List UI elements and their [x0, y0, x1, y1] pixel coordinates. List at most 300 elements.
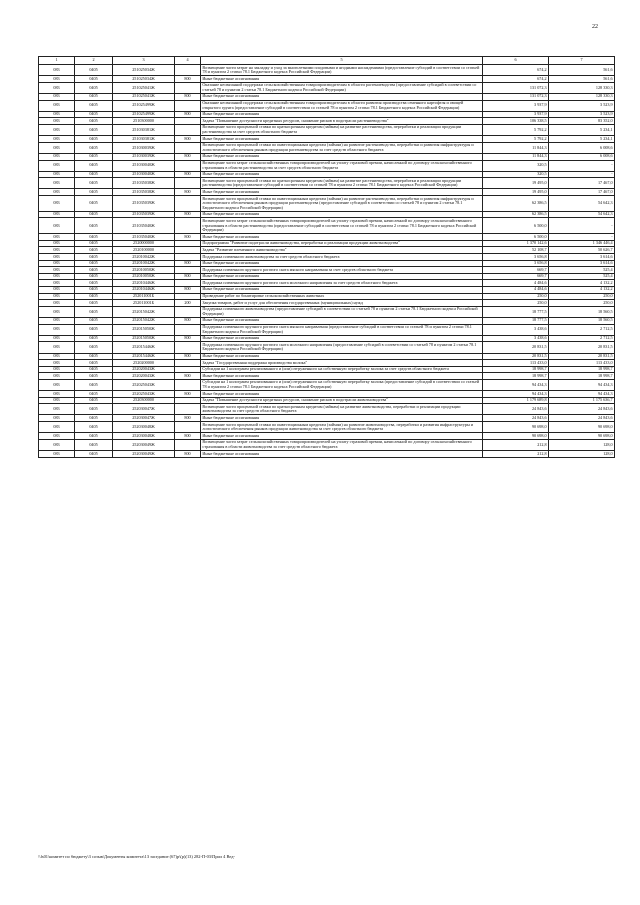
expense-type-cell: [175, 124, 201, 135]
amount-2023-cell: 20 831,5: [483, 353, 549, 360]
admin-code-cell: 083: [39, 211, 75, 218]
admin-code-cell: 083: [39, 280, 75, 287]
target-code-cell: 251030040Ж: [113, 160, 175, 171]
table-row: [39, 178, 615, 189]
target-code-cell: 251035039Ж: [113, 211, 175, 218]
section-code-cell: 0405: [75, 76, 113, 83]
section-code-cell: 0405: [75, 342, 113, 353]
description-cell: Иные бюджетные ассигнования: [201, 171, 483, 178]
table-row: [39, 373, 615, 380]
target-code-cell: 251030381Ж: [113, 124, 175, 135]
admin-code-cell: 083: [39, 100, 75, 111]
target-code-cell: 251030039Ж: [113, 142, 175, 153]
expense-type-cell: [175, 160, 201, 171]
description-cell: Иные бюджетные ассигнования: [201, 317, 483, 324]
column-header: 5: [201, 57, 483, 65]
amount-2023-cell: 18 998,7: [483, 366, 549, 373]
target-code-cell: 251025034Ж: [113, 65, 175, 76]
expense-type-cell: 800: [175, 415, 201, 422]
expense-type-cell: [175, 366, 201, 373]
target-code-cell: 251035038Ж: [113, 189, 175, 196]
expense-type-cell: 800: [175, 76, 201, 83]
expense-type-cell: 800: [175, 391, 201, 398]
description-cell: Иные бюджетные ассигнования: [201, 335, 483, 342]
expense-type-cell: [175, 306, 201, 317]
amount-2023-cell: 4 484,6: [483, 280, 549, 287]
table-header-row: [39, 57, 615, 65]
table-row: [39, 247, 615, 254]
target-code-cell: 252015446Ж: [113, 353, 175, 360]
description-cell: Возмещение части процентной ставки по краткосрочным кредитам (займам) на развитие растениеводства, переработки и реализации продукции растениеводства за счет средств областного бюджета: [201, 124, 483, 135]
section-code-cell: 0405: [75, 234, 113, 241]
description-cell: Поддержка племенного крупного рогатого скота мясного направления за счет средств областного бюджета: [201, 267, 483, 274]
admin-code-cell: 083: [39, 342, 75, 353]
description-cell: Возмещение части процентной ставки по инвестиционным кредитам (займам) на развитие животноводства, переработки и развития инфраструктуры и логистического обеспечения рынков продукции животноводства за счет средств областного бюджета: [201, 422, 483, 433]
column-header: 4: [175, 57, 201, 65]
amount-2024-cell: 18 560,5: [549, 317, 615, 324]
table-row: [39, 366, 615, 373]
admin-code-cell: 083: [39, 240, 75, 247]
target-code-cell: 252010050Ж: [113, 267, 175, 274]
target-code-cell: 251025041Ж: [113, 93, 175, 100]
admin-code-cell: 083: [39, 218, 75, 234]
table-row: [39, 76, 615, 83]
amount-2024-cell: 5 234,1: [549, 124, 615, 135]
expense-type-cell: 800: [175, 171, 201, 178]
table-row: [39, 260, 615, 267]
table-row: [39, 360, 615, 367]
amount-2024-cell: -: [549, 218, 615, 234]
section-code-cell: 0405: [75, 397, 113, 404]
target-code-cell: 251025499Ж: [113, 100, 175, 111]
target-code-cell: 252015042Ж: [113, 317, 175, 324]
section-code-cell: 0405: [75, 286, 113, 293]
expense-type-cell: [175, 65, 201, 76]
amount-2023-cell: 62 386,5: [483, 196, 549, 212]
amount-2023-cell: 674,2: [483, 76, 549, 83]
amount-2023-cell: 3 438,6: [483, 335, 549, 342]
target-code-cell: 252010446Ж: [113, 286, 175, 293]
table-row: [39, 404, 615, 415]
amount-2024-cell: 6 008,6: [549, 153, 615, 160]
budget-table: [38, 56, 615, 458]
amount-2024-cell: 24 843,6: [549, 404, 615, 415]
section-code-cell: 0405: [75, 366, 113, 373]
amount-2023-cell: 3 656,8: [483, 260, 549, 267]
description-cell: Иные бюджетные ассигнования: [201, 153, 483, 160]
expense-type-cell: [175, 379, 201, 390]
amount-2023-cell: 4 484,6: [483, 286, 549, 293]
section-code-cell: 0405: [75, 171, 113, 178]
section-code-cell: 0405: [75, 306, 113, 317]
amount-2024-cell: 18 998,7: [549, 366, 615, 373]
section-code-cell: 0405: [75, 254, 113, 261]
admin-code-cell: 083: [39, 136, 75, 143]
amount-2024-cell: 4 132,2: [549, 286, 615, 293]
description-cell: Возмещение части процентной ставки по краткосрочным кредитам (займам) на развитие растениеводства, переработки и реализации продукции растениеводства (предоставление субсидий в соответствии со статьей 78 и пунктом 2 статьи 78.1 Бюджетного кодекса Российской Федерации): [201, 178, 483, 189]
admin-code-cell: 083: [39, 324, 75, 335]
target-code-cell: 252010050Ж: [113, 273, 175, 280]
section-code-cell: 0405: [75, 124, 113, 135]
description-cell: Задача "Повышение доступности кредитных ресурсов, снижение рисков в подотрасли животноводства": [201, 397, 483, 404]
amount-2023-cell: 674,2: [483, 65, 549, 76]
amount-2023-cell: 62 386,5: [483, 211, 549, 218]
target-code-cell: 251035040Ж: [113, 218, 175, 234]
admin-code-cell: 083: [39, 451, 75, 458]
admin-code-cell: 083: [39, 153, 75, 160]
amount-2023-cell: 6 500,0: [483, 234, 549, 241]
section-code-cell: 0405: [75, 93, 113, 100]
amount-2023-cell: 212,8: [483, 439, 549, 450]
description-cell: Возмещение части затрат сельскохозяйственных товаропроизводителей на уплату страховой премии, начисленной по договору сельскохозяйственного страхования в области растениеводства за счет средств областного бюджета: [201, 160, 483, 171]
amount-2024-cell: 3 523,9: [549, 111, 615, 118]
description-cell: Поддержка племенного крупного рогатого скота молочного направления за счет средств областного бюджета: [201, 280, 483, 287]
amount-2024-cell: 54 642,3: [549, 211, 615, 218]
amount-2023-cell: 94 434,3: [483, 379, 549, 390]
table-row: [39, 379, 615, 390]
admin-code-cell: 083: [39, 171, 75, 178]
table-row: [39, 293, 615, 300]
table-row: [39, 306, 615, 317]
expense-type-cell: [175, 196, 201, 212]
description-cell: Иные бюджетные ассигнования: [201, 260, 483, 267]
admin-code-cell: 083: [39, 118, 75, 125]
admin-code-cell: 083: [39, 260, 75, 267]
section-code-cell: 0405: [75, 353, 113, 360]
amount-2023-cell: 250,0: [483, 300, 549, 307]
amount-2023-cell: 3 438,6: [483, 324, 549, 335]
target-code-cell: 252030048Ж: [113, 422, 175, 433]
amount-2024-cell: -: [549, 171, 615, 178]
section-code-cell: 0405: [75, 317, 113, 324]
table-row: [39, 65, 615, 76]
target-code-cell: 252030048Ж: [113, 433, 175, 440]
amount-2023-cell: 5 792,2: [483, 136, 549, 143]
table-row: [39, 240, 615, 247]
expense-type-cell: 800: [175, 211, 201, 218]
expense-type-cell: 800: [175, 353, 201, 360]
expense-type-cell: [175, 82, 201, 93]
description-cell: Проведение работ по бонитировке сельскохозяйственных животных: [201, 293, 483, 300]
admin-code-cell: 083: [39, 433, 75, 440]
section-code-cell: 0405: [75, 439, 113, 450]
section-code-cell: 0405: [75, 280, 113, 287]
amount-2024-cell: 561,6: [549, 76, 615, 83]
target-code-cell: 252030047Ж: [113, 404, 175, 415]
target-code-cell: 251025499Ж: [113, 111, 175, 118]
expense-type-cell: 800: [175, 153, 201, 160]
description-cell: Возмещение части процентной ставки по инвестиционным кредитам (займам) на развитие растениеводства, переработки и развития инфраструктуры и логистического обеспечения рынков продукции растениеводства за счет средств областного бюджета: [201, 142, 483, 153]
table-row: [39, 267, 615, 274]
table-row: [39, 397, 615, 404]
admin-code-cell: 083: [39, 306, 75, 317]
expense-type-cell: [175, 240, 201, 247]
target-code-cell: 251030381Ж: [113, 136, 175, 143]
description-cell: Иные бюджетные ассигнования: [201, 391, 483, 398]
table-row: [39, 300, 615, 307]
table-row: [39, 218, 615, 234]
table-row: [39, 324, 615, 335]
amount-2023-cell: 1 370 142,6: [483, 240, 549, 247]
table-row: [39, 153, 615, 160]
amount-2023-cell: 3 937,9: [483, 100, 549, 111]
admin-code-cell: 083: [39, 422, 75, 433]
section-code-cell: 0405: [75, 335, 113, 342]
column-header: 3: [113, 57, 175, 65]
section-code-cell: 0405: [75, 247, 113, 254]
description-cell: Возмещение части затрат на закладку и уход за многолетними плодовыми и ягодными насаждениями (предоставление субсидий в соответствии со статьей 78 и пунктом 2 статьи 78.1 Бюджетного кодекса Российской Федерации): [201, 65, 483, 76]
amount-2024-cell: 6 008,6: [549, 142, 615, 153]
amount-2024-cell: 90 698,0: [549, 422, 615, 433]
amount-2024-cell: -: [549, 160, 615, 171]
amount-2023-cell: 113 433,0: [483, 360, 549, 367]
section-code-cell: 0405: [75, 373, 113, 380]
target-code-cell: 251035038Ж: [113, 178, 175, 189]
table-row: [39, 415, 615, 422]
amount-2023-cell: 106 338,5: [483, 118, 549, 125]
amount-2024-cell: 3 614,6: [549, 254, 615, 261]
expense-type-cell: 800: [175, 451, 201, 458]
section-code-cell: 0405: [75, 391, 113, 398]
target-code-cell: 252010446Ж: [113, 280, 175, 287]
column-header: 1: [39, 57, 75, 65]
section-code-cell: 0405: [75, 189, 113, 196]
table-row: [39, 100, 615, 111]
amount-2024-cell: 83 352,0: [549, 118, 615, 125]
description-cell: Иные бюджетные ассигнования: [201, 189, 483, 196]
section-code-cell: 0405: [75, 293, 113, 300]
amount-2023-cell: 24 843,6: [483, 415, 549, 422]
table-row: [39, 189, 615, 196]
admin-code-cell: 083: [39, 353, 75, 360]
description-cell: Иные бюджетные ассигнования: [201, 273, 483, 280]
amount-2023-cell: 18 777,5: [483, 317, 549, 324]
table-row: [39, 82, 615, 93]
amount-2024-cell: 90 698,0: [549, 433, 615, 440]
table-row: [39, 317, 615, 324]
amount-2023-cell: 250,0: [483, 293, 549, 300]
expense-type-cell: 800: [175, 317, 201, 324]
amount-2024-cell: 20 831,5: [549, 353, 615, 360]
expense-type-cell: [175, 267, 201, 274]
amount-2023-cell: 3 937,9: [483, 111, 549, 118]
section-code-cell: 0405: [75, 136, 113, 143]
expense-type-cell: 800: [175, 373, 201, 380]
expense-type-cell: 800: [175, 111, 201, 118]
target-code-cell: 252025043Ж: [113, 379, 175, 390]
amount-2024-cell: 20 831,5: [549, 342, 615, 353]
description-cell: Поддержка племенного животноводства (предоставление субсидий в соответствии со статьей 78 и пунктом 2 статьи 78.1 Бюджетного кодекса Российской Федерации): [201, 306, 483, 317]
target-code-cell: 2520200000: [113, 360, 175, 367]
column-header: 2: [75, 57, 113, 65]
amount-2023-cell: 212,8: [483, 451, 549, 458]
expense-type-cell: [175, 218, 201, 234]
page-number: 22: [592, 24, 598, 30]
target-code-cell: 252015050Ж: [113, 324, 175, 335]
section-code-cell: 0405: [75, 153, 113, 160]
description-cell: Оказание несвязанной поддержки сельскохозяйственным товаропроизводителям в области растениеводства (предоставление субсидий в соответствии со статьей 78 и пунктом 2 статьи 78.1 Бюджетного кодекса Российской Федерации): [201, 82, 483, 93]
description-cell: Возмещение части процентной ставки по инвестиционным кредитам (займам) на развитие растениеводства, переработки и развития инфраструктуры и логистического обеспечения рынков продукции растениеводства (предоставление субсидий в соответствии со статьей 78 и пунктом 2 статьи 78.1 Бюджетного кодекса Российской Федерации): [201, 196, 483, 212]
expense-type-cell: [175, 100, 201, 111]
description-cell: Поддержка племенного животноводства за счет средств областного бюджета: [201, 254, 483, 261]
table-row: [39, 433, 615, 440]
expense-type-cell: 800: [175, 93, 201, 100]
amount-2024-cell: 113 433,0: [549, 360, 615, 367]
amount-2023-cell: 131 072,3: [483, 93, 549, 100]
target-code-cell: 252020043Ж: [113, 366, 175, 373]
admin-code-cell: 083: [39, 335, 75, 342]
expense-type-cell: [175, 422, 201, 433]
description-cell: Иные бюджетные ассигнования: [201, 451, 483, 458]
target-code-cell: 252025043Ж: [113, 391, 175, 398]
target-code-cell: 252030049Ж: [113, 439, 175, 450]
table-row: [39, 234, 615, 241]
admin-code-cell: 083: [39, 300, 75, 307]
table-row: [39, 211, 615, 218]
description-cell: Задача "Государственная поддержка производства молока": [201, 360, 483, 367]
amount-2024-cell: 1 346 446,4: [549, 240, 615, 247]
amount-2024-cell: 54 642,3: [549, 196, 615, 212]
target-code-cell: 251030039Ж: [113, 153, 175, 160]
expense-type-cell: [175, 404, 201, 415]
amount-2024-cell: 17 467,0: [549, 178, 615, 189]
expense-type-cell: [175, 293, 201, 300]
amount-2023-cell: 131 072,3: [483, 82, 549, 93]
amount-2024-cell: 18 998,7: [549, 373, 615, 380]
amount-2024-cell: 250,0: [549, 300, 615, 307]
target-code-cell: 252030049Ж: [113, 451, 175, 458]
description-cell: Иные бюджетные ассигнования: [201, 76, 483, 83]
expense-type-cell: [175, 324, 201, 335]
admin-code-cell: 083: [39, 82, 75, 93]
admin-code-cell: 083: [39, 93, 75, 100]
description-cell: Поддержка племенного крупного рогатого скота молочного направления (предоставление субсидий в соответствии со статьей 78 и пунктом 2 статьи 78.1 Бюджетного кодекса Российской Федерации): [201, 342, 483, 353]
amount-2024-cell: 4 132,2: [549, 280, 615, 287]
target-code-cell: 2510300000: [113, 118, 175, 125]
amount-2023-cell: 6 500,0: [483, 218, 549, 234]
section-code-cell: 0405: [75, 422, 113, 433]
section-code-cell: 0405: [75, 415, 113, 422]
table-row: [39, 451, 615, 458]
description-cell: Поддержка племенного крупного рогатого скота мясного направления (предоставление субсидий в соответствии со статьей 78 и пунктом 2 статьи 78.1 Бюджетного кодекса Российской Федерации): [201, 324, 483, 335]
admin-code-cell: 083: [39, 360, 75, 367]
description-cell: Возмещение части затрат сельскохозяйственных товаропроизводителей на уплату страховой премии, начисленной по договору сельскохозяйственного страхования в области растениеводства (предоставление субсидий в соответствии со статьей 78 и пунктом 2 статьи 78.1 Бюджетного кодекса Российской Федерации): [201, 218, 483, 234]
description-cell: Оказание несвязанной поддержки сельскохозяйственным товаропроизводителям в области развития производства семенного картофеля и овощей открытого грунта (предоставление субсидий в соответствии со статьей 78 и пунктом 2 статьи 78.1 Бюджетного кодекса Российской Федерации): [201, 100, 483, 111]
table-row: [39, 136, 615, 143]
amount-2023-cell: 3 656,8: [483, 254, 549, 261]
target-code-cell: 251035039Ж: [113, 196, 175, 212]
table-row: [39, 118, 615, 125]
amount-2024-cell: 128 330,3: [549, 93, 615, 100]
description-cell: Подпрограмма "Развитие подотрасли животноводства, переработки и реализации продукции животноводства": [201, 240, 483, 247]
description-cell: Субсидии на 1 килограмм реализованного и (или) отгруженного на собственную переработку молока (предоставление субсидий в соответствии со статьей 78 и пунктом 2 статьи 78.1 Бюджетного кодекса Российской Федерации): [201, 379, 483, 390]
section-code-cell: 0405: [75, 65, 113, 76]
section-code-cell: 0405: [75, 267, 113, 274]
table-row: [39, 422, 615, 433]
table-body: [39, 65, 615, 458]
expense-type-cell: [175, 118, 201, 125]
amount-2024-cell: 525,4: [549, 273, 615, 280]
target-code-cell: 252020043Ж: [113, 373, 175, 380]
table-row: [39, 254, 615, 261]
section-code-cell: 0405: [75, 160, 113, 171]
section-code-cell: 0405: [75, 300, 113, 307]
admin-code-cell: 083: [39, 124, 75, 135]
amount-2024-cell: 2 712,5: [549, 324, 615, 335]
admin-code-cell: 083: [39, 142, 75, 153]
target-code-cell: 252015446Ж: [113, 342, 175, 353]
table-row: [39, 160, 615, 171]
section-code-cell: 0405: [75, 433, 113, 440]
amount-2023-cell: 90 698,0: [483, 422, 549, 433]
target-code-cell: 252011001Б: [113, 300, 175, 307]
section-code-cell: 0405: [75, 379, 113, 390]
target-code-cell: 2520300000: [113, 397, 175, 404]
amount-2024-cell: 2 712,5: [549, 335, 615, 342]
section-code-cell: 0405: [75, 260, 113, 267]
amount-2024-cell: 128,0: [549, 451, 615, 458]
target-code-cell: 251035040Ж: [113, 234, 175, 241]
amount-2024-cell: 5 234,1: [549, 136, 615, 143]
section-code-cell: 0405: [75, 404, 113, 415]
admin-code-cell: 083: [39, 404, 75, 415]
target-code-cell: 251030040Ж: [113, 171, 175, 178]
table-row: [39, 439, 615, 450]
description-cell: Иные бюджетные ассигнования: [201, 234, 483, 241]
expense-type-cell: 800: [175, 189, 201, 196]
amount-2023-cell: 11 844,3: [483, 142, 549, 153]
admin-code-cell: 083: [39, 234, 75, 241]
section-code-cell: 0405: [75, 324, 113, 335]
expense-type-cell: 800: [175, 234, 201, 241]
amount-2023-cell: 5 792,2: [483, 124, 549, 135]
expense-type-cell: [175, 254, 201, 261]
expense-type-cell: [175, 247, 201, 254]
amount-2023-cell: 94 434,3: [483, 391, 549, 398]
amount-2024-cell: 3 523,9: [549, 100, 615, 111]
description-cell: Иные бюджетные ассигнования: [201, 93, 483, 100]
admin-code-cell: 083: [39, 254, 75, 261]
target-code-cell: 2520000000: [113, 240, 175, 247]
section-code-cell: 0405: [75, 451, 113, 458]
target-code-cell: 252015050Ж: [113, 335, 175, 342]
admin-code-cell: 083: [39, 397, 75, 404]
admin-code-cell: 083: [39, 293, 75, 300]
section-code-cell: 0405: [75, 178, 113, 189]
target-code-cell: 251025034Ж: [113, 76, 175, 83]
expense-type-cell: 800: [175, 286, 201, 293]
table-row: [39, 124, 615, 135]
amount-2023-cell: 669,7: [483, 267, 549, 274]
amount-2023-cell: 1 179 689,8: [483, 397, 549, 404]
admin-code-cell: 083: [39, 366, 75, 373]
section-code-cell: 0405: [75, 100, 113, 111]
table-row: [39, 342, 615, 353]
section-code-cell: 0405: [75, 218, 113, 234]
description-cell: Закупка товаров, работ и услуг для обеспечения государственных (муниципальных) нужд: [201, 300, 483, 307]
amount-2023-cell: 320,5: [483, 160, 549, 171]
column-header: 6: [483, 57, 549, 65]
amount-2024-cell: 561,6: [549, 65, 615, 76]
admin-code-cell: 083: [39, 160, 75, 171]
description-cell: Иные бюджетные ассигнования: [201, 286, 483, 293]
section-code-cell: 0405: [75, 273, 113, 280]
description-cell: Иные бюджетные ассигнования: [201, 415, 483, 422]
amount-2024-cell: 3 614,6: [549, 260, 615, 267]
amount-2024-cell: 24 843,6: [549, 415, 615, 422]
admin-code-cell: 083: [39, 178, 75, 189]
target-code-cell: 251025041Ж: [113, 82, 175, 93]
